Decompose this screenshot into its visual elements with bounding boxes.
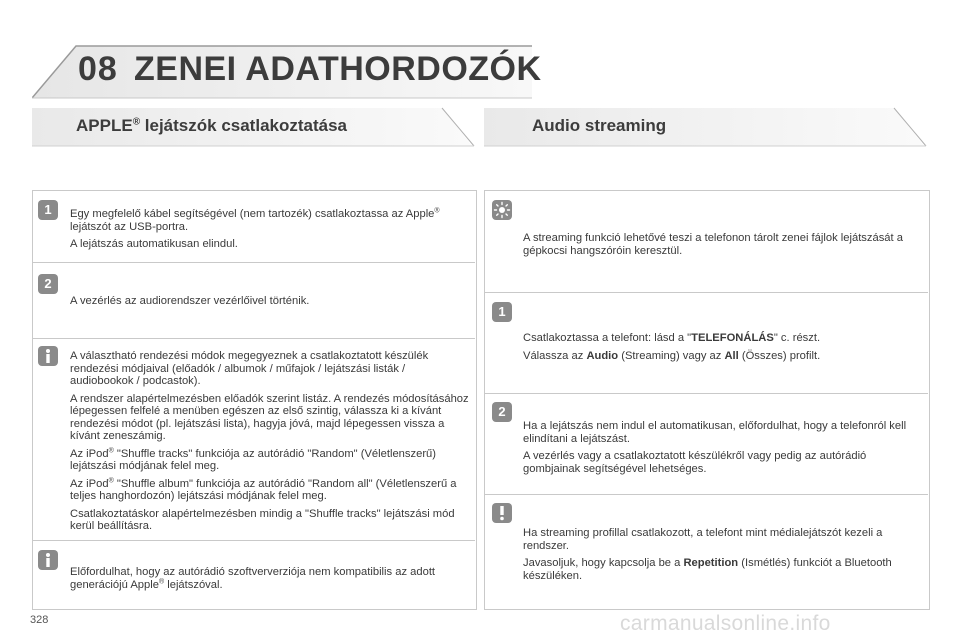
left-section-title: APPLE® lejátszók csatlakoztatása bbox=[76, 116, 348, 135]
left-block-3 bbox=[70, 350, 470, 538]
right-block-1 bbox=[523, 232, 919, 262]
paragraph: A vezérlés vagy a csatlakoztatott készülékről vagy pedig az autórádió gombjainak segítségével lehetséges. bbox=[523, 450, 867, 475]
right-block-3 bbox=[523, 420, 923, 480]
paragraph: Válassza az Audio (Streaming) vagy az All (Összes) profilt. bbox=[523, 349, 821, 362]
paragraph: Egy megfelelő kábel segítségével (nem tartozék) csatlakoztassa az Apple® lejátszót az USB-portra. bbox=[70, 207, 440, 233]
step-2-icon: 2 bbox=[492, 402, 512, 422]
page-number: 328 bbox=[30, 614, 49, 626]
right-section-title: Audio streaming bbox=[532, 116, 667, 135]
left-block-1 bbox=[70, 208, 465, 256]
tip-lightbulb-icon bbox=[492, 200, 512, 220]
chapter-number: 08 bbox=[78, 50, 118, 88]
row-separator bbox=[485, 393, 928, 394]
row-separator bbox=[33, 262, 475, 263]
row-separator bbox=[485, 494, 928, 495]
paragraph: A vezérlés az audiorendszer vezérlőivel történik. bbox=[70, 295, 310, 307]
paragraph: Ha a lejátszás nem indul el automatikusan, előfordulhat, hogy a telefonról kell elindítani a lejátszást. bbox=[523, 420, 907, 445]
paragraph: A streaming funkció lehetővé teszi a telefonon tárolt zenei fájlok lejátszását a gépkocsi hangszóróin keresztül. bbox=[523, 232, 903, 257]
paragraph: Javasoljuk, hogy kapcsolja be a Repetition (Ismétlés) funkciót a Bluetooth készüléken. bbox=[523, 557, 892, 582]
paragraph: A lejátszás automatikusan elindul. bbox=[70, 238, 238, 250]
step-1-icon: 1 bbox=[38, 200, 58, 220]
row-separator bbox=[33, 540, 475, 541]
paragraph: A rendszer alapértelmezésben előadók szerint listáz. A rendezés módosításához lépegessen felfelé a menüben egészen az első szintig, válassza ki a kívánt rendezési módot (pl. lejátszási lista), hagyja jóvá, majd lépegessen vissza a kívánt zeneszámig. bbox=[70, 392, 469, 442]
watermark: carmanualsonline.info bbox=[620, 612, 831, 635]
info-icon bbox=[38, 550, 58, 570]
paragraph: Az iPod® "Shuffle tracks" funkciója az autórádió "Random" (Véletlenszerű) lejátszási módjának felel meg. bbox=[70, 446, 436, 472]
chapter-title: ZENEI ADATHORDOZÓK bbox=[134, 50, 542, 88]
paragraph: Csatlakoztatáskor alapértelmezésben mindig a "Shuffle tracks" lejátszási mód kerül beállításra. bbox=[70, 507, 455, 532]
info-icon bbox=[38, 346, 58, 366]
paragraph: Az iPod® "Shuffle album" funkciója az autórádió "Random all" (Véletlenszerű a teljes hanghordozón) lejátszási módjának felel meg. bbox=[70, 476, 457, 502]
step-2-icon: 2 bbox=[38, 274, 58, 294]
row-separator bbox=[33, 338, 475, 339]
warning-icon bbox=[492, 503, 512, 523]
right-block-2 bbox=[523, 332, 919, 367]
paragraph: A választható rendezési módok megegyeznek a csatlakoztatott készülék rendezési módjaival (előadók / albumok / műfajok / lejátszási listák / audiobookok / podcastok). bbox=[70, 350, 429, 387]
left-block-4 bbox=[70, 566, 470, 596]
paragraph: Előfordulhat, hogy az autórádió szoftververziója nem kompatibilis az adott generációjú Apple® lejátszóval. bbox=[70, 566, 436, 591]
left-block-2 bbox=[70, 295, 465, 313]
paragraph: Ha streaming profillal csatlakozott, a telefont mint médialejátszót kezeli a rendszer. bbox=[523, 527, 883, 552]
right-block-4 bbox=[523, 527, 919, 587]
paragraph: Csatlakoztassa a telefont: lásd a "TELEFONÁLÁS" c. részt. bbox=[523, 332, 821, 344]
step-1-icon: 1 bbox=[492, 302, 512, 322]
row-separator bbox=[485, 292, 928, 293]
